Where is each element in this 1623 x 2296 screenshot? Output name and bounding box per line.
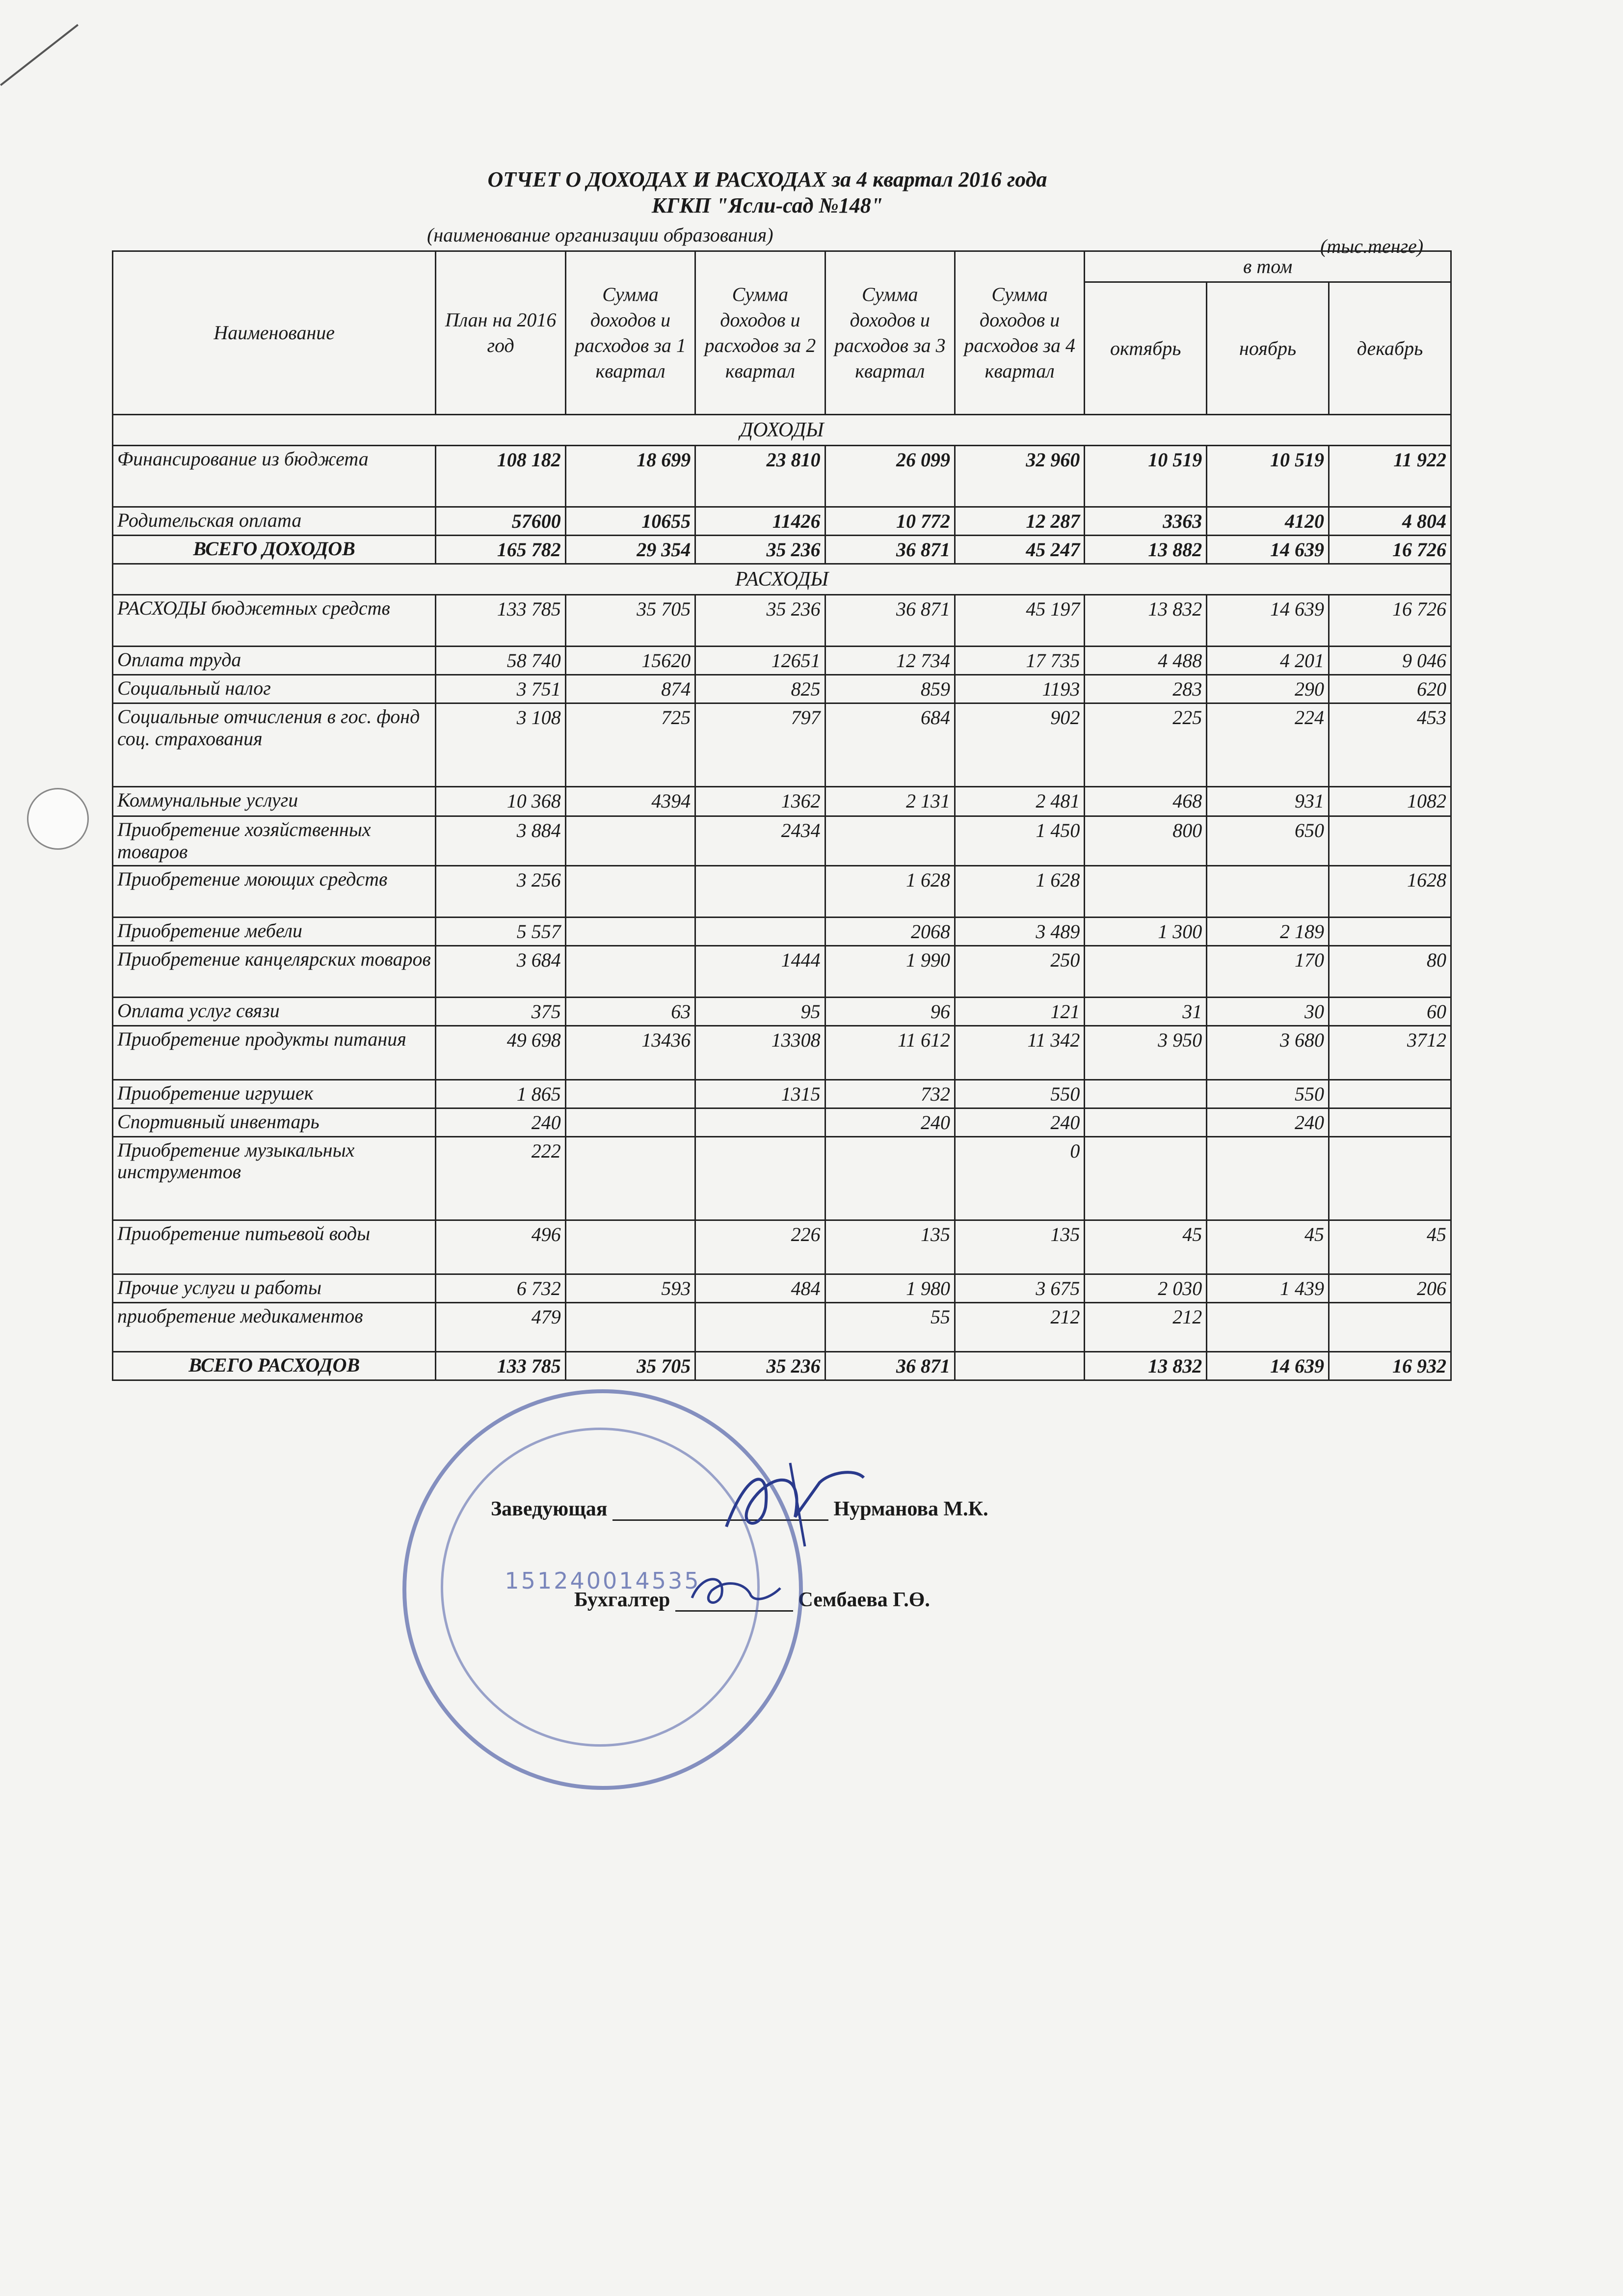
cell-q4: 212 (955, 1302, 1084, 1351)
cell-oct: 3363 (1085, 507, 1207, 536)
col-header-plan: План на 2016 год (436, 251, 565, 415)
section-income-label: ДОХОДЫ (113, 415, 1451, 446)
total-row (113, 1351, 1451, 1380)
cell-q2: 825 (695, 675, 825, 703)
cell-q2: 13308 (695, 1026, 825, 1080)
cell-q3: 2068 (825, 917, 955, 945)
cell-q4: 11 342 (955, 1026, 1084, 1080)
row-name: Приобретение мебели (113, 917, 436, 945)
table-row (113, 446, 1451, 507)
cell-q1 (565, 1080, 695, 1108)
cell-nov: 170 (1207, 945, 1329, 997)
row-name: Оплата услуг связи (113, 997, 436, 1026)
cell-nov: 4 201 (1207, 647, 1329, 675)
cell-oct: 225 (1085, 703, 1207, 787)
cell-nov: 224 (1207, 703, 1329, 787)
cell-q4: 3 675 (955, 1274, 1084, 1302)
cell-plan: 133 785 (436, 595, 565, 647)
cell-q1 (565, 945, 695, 997)
cell-nov: 650 (1207, 816, 1329, 866)
cell-q2: 797 (695, 703, 825, 787)
section-expenses (113, 564, 1451, 595)
col-header-q2: Сумма доходов и расходов за 2 квартал (695, 251, 825, 415)
cell-dec: 16 932 (1329, 1351, 1451, 1380)
cell-dec (1329, 1136, 1451, 1220)
row-name: ВСЕГО ДОХОДОВ (113, 536, 436, 564)
organization-name: КГКП "Ясли-сад №148" (651, 193, 883, 217)
cell-plan: 222 (436, 1136, 565, 1220)
cell-q4: 550 (955, 1080, 1084, 1108)
cell-q1 (565, 1136, 695, 1220)
cell-q3: 10 772 (825, 507, 955, 536)
cell-q2: 2434 (695, 816, 825, 866)
cell-nov (1207, 1136, 1329, 1220)
table-row (113, 865, 1451, 917)
cell-plan: 6 732 (436, 1274, 565, 1302)
table-row (113, 703, 1451, 787)
section-income (113, 415, 1451, 446)
cell-plan: 1 865 (436, 1080, 565, 1108)
table-row (113, 595, 1451, 647)
cell-dec: 80 (1329, 945, 1451, 997)
cell-oct: 468 (1085, 787, 1207, 816)
cell-q1: 10655 (565, 507, 695, 536)
cell-dec (1329, 1080, 1451, 1108)
row-name: Приобретение игрушек (113, 1080, 436, 1108)
table-row (113, 945, 1451, 997)
cell-nov: 240 (1207, 1108, 1329, 1136)
table-row (113, 997, 1451, 1026)
row-name: Оплата труда (113, 647, 436, 675)
cell-dec (1329, 816, 1451, 866)
cell-plan: 3 108 (436, 703, 565, 787)
cell-q3: 2 131 (825, 787, 955, 816)
table-row (113, 675, 1451, 703)
page-crease (0, 24, 79, 86)
cell-q1: 4394 (565, 787, 695, 816)
table-row (113, 507, 1451, 536)
cell-q1 (565, 1302, 695, 1351)
table-row (113, 1136, 1451, 1220)
cell-oct: 800 (1085, 816, 1207, 866)
cell-plan: 496 (436, 1220, 565, 1274)
cell-q3 (825, 816, 955, 866)
cell-q3: 240 (825, 1108, 955, 1136)
cell-dec: 3712 (1329, 1026, 1451, 1080)
row-name: Финансирование из бюджета (113, 446, 436, 507)
cell-plan: 3 256 (436, 865, 565, 917)
cell-q4: 2 481 (955, 787, 1084, 816)
cell-q3: 26 099 (825, 446, 955, 507)
row-name: Приобретение музыкальных инструментов (113, 1136, 436, 1220)
cell-q2: 1444 (695, 945, 825, 997)
cell-dec: 45 (1329, 1220, 1451, 1274)
cell-q4: 135 (955, 1220, 1084, 1274)
cell-plan: 375 (436, 997, 565, 1026)
cell-dec: 60 (1329, 997, 1451, 1026)
cell-plan: 3 751 (436, 675, 565, 703)
cell-q4: 12 287 (955, 507, 1084, 536)
cell-q4: 0 (955, 1136, 1084, 1220)
cell-nov: 1 439 (1207, 1274, 1329, 1302)
cell-q2: 484 (695, 1274, 825, 1302)
cell-q2 (695, 917, 825, 945)
cell-nov (1207, 1302, 1329, 1351)
cell-oct: 31 (1085, 997, 1207, 1026)
row-name: Приобретение моющих средств (113, 865, 436, 917)
cell-plan: 10 368 (436, 787, 565, 816)
cell-q2: 1315 (695, 1080, 825, 1108)
cell-q1 (565, 816, 695, 866)
row-name: Приобретение продукты питания (113, 1026, 436, 1080)
cell-oct (1085, 1108, 1207, 1136)
cell-q4: 902 (955, 703, 1084, 787)
cell-oct: 283 (1085, 675, 1207, 703)
cell-dec (1329, 1108, 1451, 1136)
director-name: Нурманова М.К. (833, 1498, 988, 1520)
total-row (113, 536, 1451, 564)
cell-q3 (825, 1136, 955, 1220)
col-header-dec: декабрь (1329, 282, 1451, 415)
cell-oct: 13 832 (1085, 595, 1207, 647)
cell-plan: 133 785 (436, 1351, 565, 1380)
cell-q3: 732 (825, 1080, 955, 1108)
cell-plan: 57600 (436, 507, 565, 536)
row-name: РАСХОДЫ бюджетных средств (113, 595, 436, 647)
cell-dec: 11 922 (1329, 446, 1451, 507)
cell-q2 (695, 1136, 825, 1220)
cell-q3: 11 612 (825, 1026, 955, 1080)
cell-q4: 250 (955, 945, 1084, 997)
cell-q4: 1 628 (955, 865, 1084, 917)
cell-plan: 165 782 (436, 536, 565, 564)
table-row (113, 1302, 1451, 1351)
cell-q3: 36 871 (825, 595, 955, 647)
cell-q3: 135 (825, 1220, 955, 1274)
cell-nov: 290 (1207, 675, 1329, 703)
cell-q4 (955, 1351, 1084, 1380)
cell-q4: 45 247 (955, 536, 1084, 564)
cell-q2: 226 (695, 1220, 825, 1274)
cell-q1 (565, 865, 695, 917)
cell-nov: 4120 (1207, 507, 1329, 536)
report-title: ОТЧЕТ О ДОХОДАХ И РАСХОДАХ за 4 квартал 2016 года (487, 167, 1047, 191)
row-name: Приобретение питьевой воды (113, 1220, 436, 1274)
col-header-q4: Сумма доходов и расходов за 4 квартал (955, 251, 1084, 415)
cell-nov: 30 (1207, 997, 1329, 1026)
cell-plan: 479 (436, 1302, 565, 1351)
cell-oct: 3 950 (1085, 1026, 1207, 1080)
report-table (112, 250, 1452, 1381)
cell-dec: 1628 (1329, 865, 1451, 917)
cell-q1 (565, 917, 695, 945)
table-row (113, 1080, 1451, 1108)
row-name: Прочие услуги и работы (113, 1274, 436, 1302)
cell-q2 (695, 1108, 825, 1136)
col-header-q1: Сумма доходов и расходов за 1 квартал (565, 251, 695, 415)
currency-unit: (тыс.тенге) (1320, 235, 1424, 257)
cell-q3: 36 871 (825, 1351, 955, 1380)
cell-plan: 3 884 (436, 816, 565, 866)
cell-dec: 620 (1329, 675, 1451, 703)
cell-dec: 9 046 (1329, 647, 1451, 675)
cell-q1: 63 (565, 997, 695, 1026)
cell-q1: 18 699 (565, 446, 695, 507)
cell-q2 (695, 865, 825, 917)
table-row (113, 816, 1451, 866)
col-header-in-that: в том (1085, 251, 1451, 282)
cell-q2 (695, 1302, 825, 1351)
cell-q3: 12 734 (825, 647, 955, 675)
cell-nov: 45 (1207, 1220, 1329, 1274)
cell-q2: 35 236 (695, 595, 825, 647)
cell-oct (1085, 865, 1207, 917)
cell-nov: 2 189 (1207, 917, 1329, 945)
row-name: Социальный налог (113, 675, 436, 703)
cell-q3: 1 980 (825, 1274, 955, 1302)
cell-nov: 550 (1207, 1080, 1329, 1108)
row-name: ВСЕГО РАСХОДОВ (113, 1351, 436, 1380)
cell-q3: 684 (825, 703, 955, 787)
cell-nov: 14 639 (1207, 595, 1329, 647)
cell-q1: 725 (565, 703, 695, 787)
cell-nov: 931 (1207, 787, 1329, 816)
cell-oct: 13 832 (1085, 1351, 1207, 1380)
cell-plan: 108 182 (436, 446, 565, 507)
table-row (113, 1108, 1451, 1136)
cell-plan: 58 740 (436, 647, 565, 675)
cell-oct (1085, 945, 1207, 997)
official-seal-number: 151240014535 (505, 1567, 701, 1594)
col-header-name: Наименование (113, 251, 436, 415)
row-name: Спортивный инвентарь (113, 1108, 436, 1136)
cell-q4: 45 197 (955, 595, 1084, 647)
table-row (113, 647, 1451, 675)
table-row (113, 787, 1451, 816)
punch-hole (27, 788, 89, 850)
cell-dec: 206 (1329, 1274, 1451, 1302)
row-name: приобретение медикаментов (113, 1302, 436, 1351)
row-name: Приобретение хозяйственных товаров (113, 816, 436, 866)
cell-dec (1329, 1302, 1451, 1351)
cell-q3: 96 (825, 997, 955, 1026)
row-name: Коммунальные услуги (113, 787, 436, 816)
cell-oct: 45 (1085, 1220, 1207, 1274)
cell-oct: 212 (1085, 1302, 1207, 1351)
col-header-oct: октябрь (1085, 282, 1207, 415)
col-header-q3: Сумма доходов и расходов за 3 квартал (825, 251, 955, 415)
cell-nov: 14 639 (1207, 536, 1329, 564)
cell-nov: 3 680 (1207, 1026, 1329, 1080)
table-row (113, 1274, 1451, 1302)
cell-nov (1207, 865, 1329, 917)
table-row (113, 1220, 1451, 1274)
cell-q2: 95 (695, 997, 825, 1026)
cell-q3: 859 (825, 675, 955, 703)
cell-q4: 3 489 (955, 917, 1084, 945)
cell-q1: 874 (565, 675, 695, 703)
cell-plan: 49 698 (436, 1026, 565, 1080)
director-role: Заведующая (491, 1498, 608, 1520)
cell-q1 (565, 1220, 695, 1274)
cell-nov: 14 639 (1207, 1351, 1329, 1380)
row-name: Родительская оплата (113, 507, 436, 536)
cell-oct (1085, 1080, 1207, 1108)
cell-q4: 1 450 (955, 816, 1084, 866)
cell-q4: 240 (955, 1108, 1084, 1136)
cell-dec: 4 804 (1329, 507, 1451, 536)
cell-dec: 16 726 (1329, 595, 1451, 647)
cell-q2: 1362 (695, 787, 825, 816)
organization-caption: (наименование организации образования) (427, 224, 773, 246)
cell-q4: 121 (955, 997, 1084, 1026)
cell-q3: 36 871 (825, 536, 955, 564)
cell-plan: 3 684 (436, 945, 565, 997)
cell-q1: 15620 (565, 647, 695, 675)
cell-oct: 13 882 (1085, 536, 1207, 564)
cell-oct: 10 519 (1085, 446, 1207, 507)
cell-dec: 16 726 (1329, 536, 1451, 564)
cell-q1 (565, 1108, 695, 1136)
cell-q3: 1 990 (825, 945, 955, 997)
cell-plan: 5 557 (436, 917, 565, 945)
accountant-role: Бухгалтер (574, 1589, 670, 1611)
cell-q2: 35 236 (695, 1351, 825, 1380)
accountant-name: Сембаева Г.Ө. (798, 1589, 930, 1611)
cell-q2: 12651 (695, 647, 825, 675)
cell-q4: 17 735 (955, 647, 1084, 675)
cell-oct: 1 300 (1085, 917, 1207, 945)
cell-oct: 4 488 (1085, 647, 1207, 675)
row-name: Социальные отчисления в гос. фонд соц. страхования (113, 703, 436, 787)
cell-q2: 23 810 (695, 446, 825, 507)
cell-q1: 29 354 (565, 536, 695, 564)
cell-q2: 35 236 (695, 536, 825, 564)
cell-q1: 593 (565, 1274, 695, 1302)
cell-q4: 32 960 (955, 446, 1084, 507)
table-row (113, 1026, 1451, 1080)
cell-q1: 35 705 (565, 595, 695, 647)
cell-dec: 453 (1329, 703, 1451, 787)
cell-q1: 13436 (565, 1026, 695, 1080)
cell-oct (1085, 1136, 1207, 1220)
cell-q4: 1193 (955, 675, 1084, 703)
official-seal (402, 1389, 803, 1790)
col-header-nov: ноябрь (1207, 282, 1329, 415)
table-row (113, 917, 1451, 945)
cell-dec: 1082 (1329, 787, 1451, 816)
cell-nov: 10 519 (1207, 446, 1329, 507)
cell-dec (1329, 917, 1451, 945)
section-expenses-label: РАСХОДЫ (113, 564, 1451, 595)
cell-q1: 35 705 (565, 1351, 695, 1380)
cell-q2: 11426 (695, 507, 825, 536)
cell-plan: 240 (436, 1108, 565, 1136)
cell-q3: 1 628 (825, 865, 955, 917)
row-name: Приобретение канцелярских товаров (113, 945, 436, 997)
cell-oct: 2 030 (1085, 1274, 1207, 1302)
cell-q3: 55 (825, 1302, 955, 1351)
